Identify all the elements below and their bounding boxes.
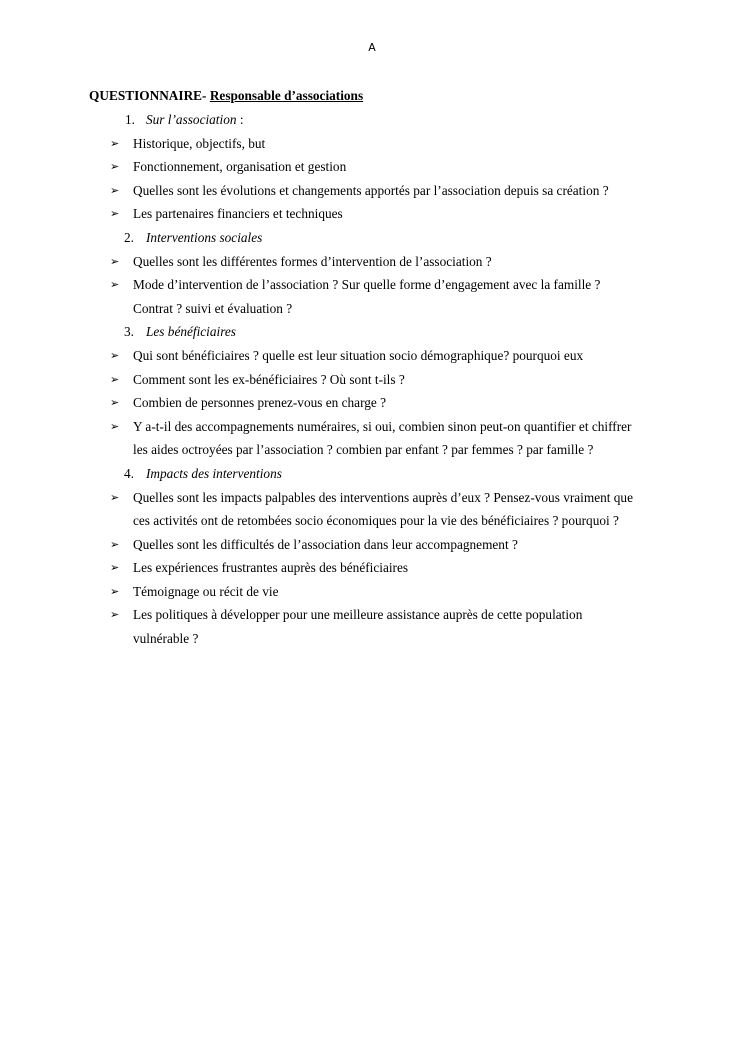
section-name: Interventions sociales <box>146 229 263 245</box>
arrow-bullet-icon: ➢ <box>110 278 120 292</box>
list-item <box>0 273 744 320</box>
list-item-text <box>133 273 663 320</box>
list-item-line: Contrat ? suivi et évaluation ? <box>133 300 293 316</box>
list-item-text <box>133 580 663 604</box>
arrow-bullet-icon: ➢ <box>110 537 120 551</box>
list-item-line: Historique, objectifs, but <box>133 135 266 151</box>
list-item <box>0 391 744 415</box>
section-heading <box>0 320 744 344</box>
list-item-line: vulnérable ? <box>133 631 199 647</box>
list-item-line: Comment sont les ex-bénéficiaires ? Où sont t-ils ? <box>133 371 405 387</box>
section-number: 2. <box>124 229 134 245</box>
list-item-line: Quelles sont les impacts palpables des interventions auprès d’eux ? Pensez-vous vraiment que <box>133 489 633 505</box>
list-item-text <box>133 344 663 368</box>
list-item-text <box>133 368 663 392</box>
arrow-bullet-icon: ➢ <box>110 608 120 622</box>
list-item-line: Les expériences frustrantes auprès des bénéficiaires <box>133 560 409 576</box>
list-item-text <box>133 179 663 203</box>
questionnaire-title <box>89 88 363 104</box>
list-item <box>0 486 744 533</box>
list-item-line: Y a-t-il des accompagnements numéraires, si oui, combien sinon peut-on quantifier et chiffrer <box>133 418 632 434</box>
list-item <box>0 202 744 226</box>
section-heading <box>0 108 744 132</box>
list-item <box>0 580 744 604</box>
list-item-line: Fonctionnement, organisation et gestion <box>133 159 347 175</box>
list-item-line: Les politiques à développer pour une meilleure assistance auprès de cette population <box>133 607 583 623</box>
arrow-bullet-icon: ➢ <box>110 561 120 575</box>
section-heading <box>0 226 744 250</box>
list-item-line: les aides octroyées par l’association ? combien par enfant ? par femmes ? par famille ? <box>133 442 594 458</box>
list-item-text <box>133 556 663 580</box>
arrow-bullet-icon: ➢ <box>110 419 120 433</box>
list-item-text <box>133 603 663 650</box>
title-subject: Responsable d’associations <box>209 88 364 103</box>
list-item <box>0 250 744 274</box>
list-item-text <box>133 391 663 415</box>
section-name-suffix: : <box>236 112 244 127</box>
list-item <box>0 533 744 557</box>
list-item-text <box>133 533 663 557</box>
list-item-line: Qui sont bénéficiaires ? quelle est leur situation socio démographique? pourquoi eux <box>133 347 584 363</box>
list-item-text <box>133 202 663 226</box>
section-number: 3. <box>124 324 134 340</box>
page-header-letter: A <box>368 41 376 54</box>
title-prefix: QUESTIONNAIRE- <box>89 88 210 103</box>
list-item-text <box>133 486 663 533</box>
list-item-text <box>133 155 663 179</box>
section-name: Impacts des interventions <box>146 465 282 481</box>
list-item <box>0 132 744 156</box>
list-item-line: Quelles sont les évolutions et changements apportés par l’association depuis sa création ? <box>133 182 609 198</box>
list-item <box>0 179 744 203</box>
list-item <box>0 344 744 368</box>
list-item-line: Témoignage ou récit de vie <box>133 583 279 599</box>
section-heading <box>0 462 744 486</box>
questionnaire-body <box>0 108 744 651</box>
arrow-bullet-icon: ➢ <box>110 372 120 386</box>
list-item-text <box>133 415 663 462</box>
list-item-text <box>133 250 663 274</box>
list-item-line: Quelles sont les différentes formes d’intervention de l’association ? <box>133 253 492 269</box>
list-item <box>0 556 744 580</box>
arrow-bullet-icon: ➢ <box>110 584 120 598</box>
arrow-bullet-icon: ➢ <box>110 160 120 174</box>
section-number: 4. <box>124 465 134 481</box>
arrow-bullet-icon: ➢ <box>110 207 120 221</box>
arrow-bullet-icon: ➢ <box>110 396 120 410</box>
arrow-bullet-icon: ➢ <box>110 348 120 362</box>
list-item <box>0 415 744 462</box>
list-item <box>0 155 744 179</box>
section-name: Les bénéficiaires <box>146 324 236 340</box>
section-number: 1. <box>125 112 135 127</box>
list-item-line: Les partenaires financiers et techniques <box>133 206 343 222</box>
arrow-bullet-icon: ➢ <box>110 490 120 504</box>
arrow-bullet-icon: ➢ <box>110 136 120 150</box>
section-name: Sur l’association <box>146 112 237 127</box>
list-item-line: Mode d’intervention de l’association ? Sur quelle forme d’engagement avec la famille ? <box>133 277 601 293</box>
list-item-line: ces activités ont de retombées socio économiques pour la vie des bénéficiaires ? pourquoi ? <box>133 513 619 529</box>
arrow-bullet-icon: ➢ <box>110 183 120 197</box>
list-item <box>0 368 744 392</box>
arrow-bullet-icon: ➢ <box>110 254 120 268</box>
list-item-line: Combien de personnes prenez-vous en charge ? <box>133 395 387 411</box>
list-item-text <box>133 132 663 156</box>
list-item <box>0 603 744 650</box>
list-item-line: Quelles sont les difficultés de l’association dans leur accompagnement ? <box>133 536 518 552</box>
